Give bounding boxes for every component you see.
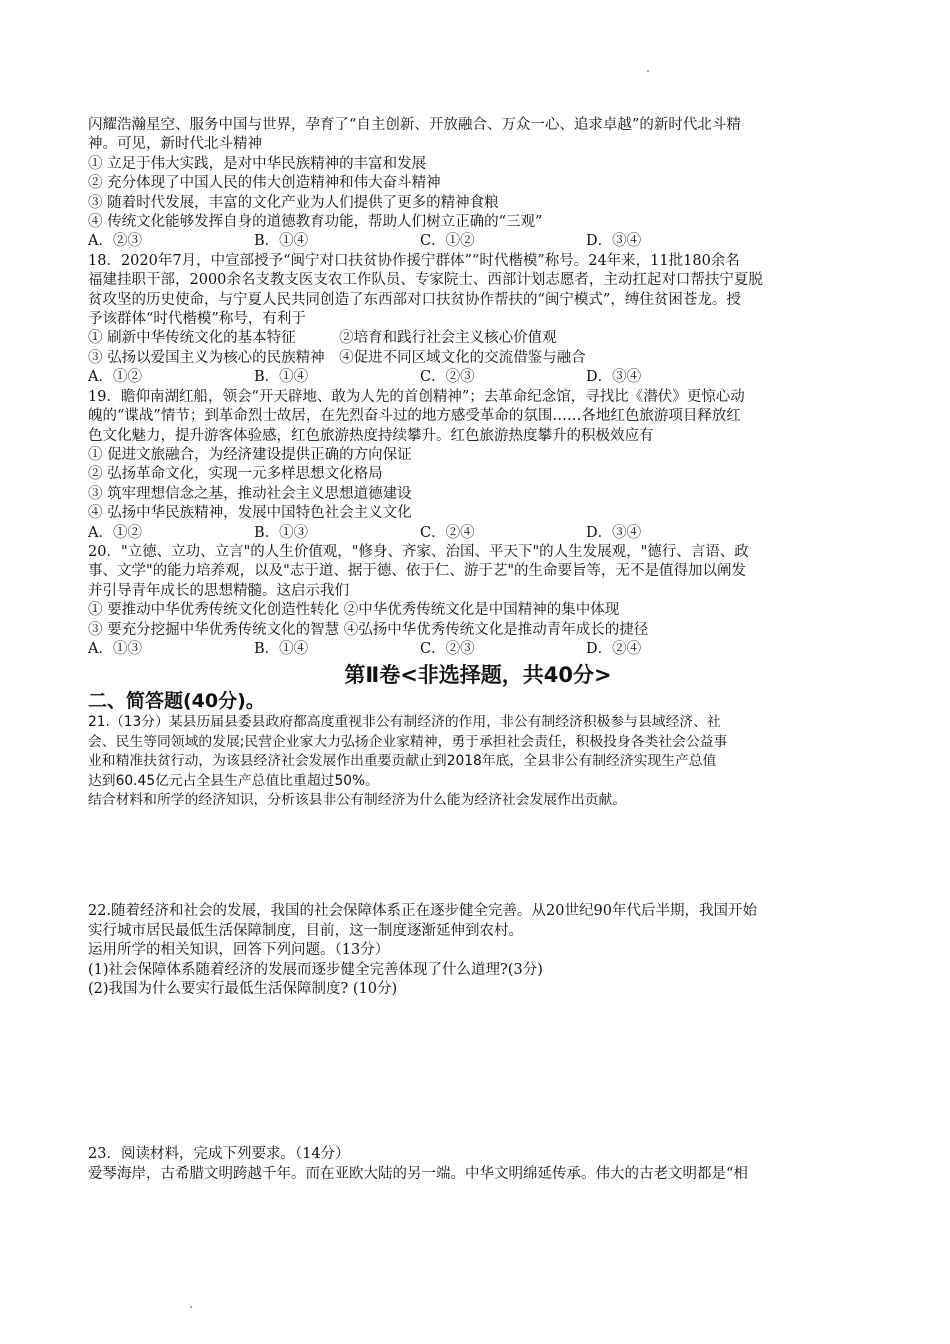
- question-prompt: 结合材料和所学的经济知识，分析该县非公有制经济为什么能为经济社会发展作出贡献。: [88, 792, 627, 808]
- question-text: 业和精准扶贫行动，为该县经济社会发展作出重要贡献止到2018年底，全县非公有制经济实现生产总值: [88, 753, 717, 770]
- statement: ③ 随着时代发展，丰富的文化产业为人们提供了更多的精神食粮: [88, 194, 499, 211]
- question-23: [88, 1145, 868, 1184]
- statement: ④ 传统文化能够发挥自身的道德教育功能，帮助人们树立正确的“三观”: [88, 214, 543, 231]
- answer-options: [88, 640, 868, 659]
- option-a: A．①②: [88, 524, 142, 541]
- question-text: 达到60.45亿元占全县生产总值比重超过50%。: [88, 772, 379, 789]
- statement: ① 刷新中华传统文化的基本特征 ②培育和践行社会主义核心价值观: [88, 330, 557, 347]
- answer-space: [88, 810, 868, 902]
- question-17-continued: [88, 116, 868, 252]
- question-22: [88, 902, 868, 999]
- question-text: 色文化魅力，提升游客体验感，红色旅游热度持续攀升。红色旅游热度攀升的积极效应有: [88, 427, 654, 444]
- option-c: C．②③: [420, 640, 475, 657]
- statement: ② 充分体现了中国人民的伟大创造精神和伟大奋斗精神: [88, 175, 441, 192]
- question-text: 闪耀浩瀚星空、服务中国与世界，孕育了“自主创新、开放融合、万众一心、追求卓越”的新时代北斗精: [88, 117, 741, 133]
- question-text: 贫攻坚的历史使命，与宁夏人民共同创造了东西部对口扶贫协作帮扶的“闽宁模式”，缚住贫困苍龙。授: [88, 291, 741, 308]
- question-text: 20．"立德、立功、立言"的人生价值观，"修身、齐家、治国、平天下"的人生发展观，"德行、言语、政: [88, 543, 749, 560]
- option-a: A．②③: [88, 233, 142, 250]
- question-20: [88, 543, 868, 659]
- question-text: 21.（13分）某县历届县委县政府都高度重视非公有制经济的作用，非公有制经济积极参与县域经济、社: [88, 714, 721, 731]
- question-text: 予该群体“时代楷模”称号，有利于: [88, 311, 306, 328]
- option-d: D．③④: [586, 524, 642, 541]
- question-text: 23．阅读材料，完成下列要求。（14分）: [88, 1146, 350, 1163]
- statement: ③ 弘扬以爱国主义为核心的民族精神 ④促进不同区域文化的交流借鉴与融合: [88, 349, 586, 366]
- question-18: [88, 252, 868, 388]
- question-19: [88, 388, 868, 543]
- statement: ④ 弘扬中华民族精神，发展中国特色社会主义文化: [88, 505, 412, 522]
- question-text: 19．瞻仰南湖红船，领会“开天辟地、敢为人先的首创精神”；去革命纪念馆，寻找比《潜伏》更惊心动: [88, 388, 745, 405]
- page-content: [88, 116, 868, 1184]
- answer-options: [88, 368, 868, 387]
- option-d: D．③④: [586, 233, 642, 250]
- statement: ③ 筑牢理想信念之基，推动社会主义思想道德建设: [88, 485, 412, 502]
- question-text: 福建挂职干部，2000余名支教支医支农工作队员、专家院士、西部计划志愿者，主动扛起对口帮扶宁夏脱: [88, 272, 763, 289]
- question-text: 神。可见，新时代北斗精神: [88, 136, 262, 153]
- option-c: C．①②: [420, 233, 475, 250]
- question-text: 并引导青年成长的思想精髓。这启示我们: [88, 582, 349, 599]
- option-b: B．①④: [254, 369, 309, 386]
- scan-dot: [647, 70, 649, 72]
- statement: ② 弘扬革命文化，实现一元多样思想文化格局: [88, 466, 383, 483]
- part-title: 二、简答题(40分)。: [88, 690, 265, 713]
- question-text: 运用所学的相关知识，回答下列问题。（13分）: [88, 942, 390, 959]
- statement: ① 要推动中华优秀传统文化创造性转化 ②中华优秀传统文化是中国精神的集中体现: [88, 602, 620, 619]
- answer-options: [88, 232, 868, 251]
- option-b: B．①③: [254, 524, 309, 541]
- answer-options: [88, 524, 868, 543]
- option-a: A．①③: [88, 640, 142, 657]
- answer-space: [88, 999, 868, 1145]
- question-text: 爱琴海岸，古希腊文明跨越千年。而在亚欧大陆的另一端。中华文明绵延传承。伟大的古老文明都是“相: [88, 1165, 748, 1182]
- statement: ① 立足于伟大实践，是对中华民族精神的丰富和发展: [88, 155, 427, 172]
- question-21: [88, 713, 868, 810]
- option-a: A．①②: [88, 369, 142, 386]
- question-text: 事、文学"的能力培养观，以及"志于道、据于德、依于仁、游于艺"的生命要旨等，无不是值得加以阐发: [88, 563, 747, 580]
- question-text: 魄的“谍战”情节；到革命烈士故居，在先烈奋斗过的地方感受革命的氛围……各地红色旅游项目释放红: [88, 408, 741, 425]
- option-d: D．②④: [586, 640, 642, 657]
- sub-question: (1)社会保障体系随着经济的发展而逐步健全完善体现了什么道理?(3分): [88, 961, 543, 978]
- question-text: 会、民生等同领域的发展;民营企业家大力弘扬企业家精神，勇于承担社会责任，积极投身各类社会公益事: [88, 733, 728, 750]
- sub-question: (2)我国为什么要实行最低生活保障制度? (10分): [88, 981, 398, 998]
- question-text: 22.随着经济和社会的发展，我国的社会保障体系正在逐步健全完善。从20世纪90年代后半期，我国开始: [88, 903, 757, 920]
- option-c: C．②④: [420, 524, 475, 541]
- statement: ③ 要充分挖掘中华优秀传统文化的智慧 ④弘扬中华优秀传统文化是推动青年成长的捷径: [88, 621, 649, 638]
- statement: ① 促进文旅融合，为经济建设提供正确的方向保证: [88, 446, 412, 463]
- option-c: C．②③: [420, 369, 475, 386]
- question-text: 18．2020年7月，中宣部授予“闽宁对口扶贫协作援宁群体”“时代楷模”称号。24年来，11批180余名: [88, 252, 740, 269]
- option-b: B．①④: [254, 640, 309, 657]
- option-d: D．③④: [586, 369, 642, 386]
- option-b: B．①④: [254, 233, 309, 250]
- scan-dot: [190, 1306, 192, 1308]
- question-text: 实行城市居民最低生活保障制度，目前，这一制度逐渐延伸到农村。: [88, 922, 523, 939]
- section-title: 第Ⅱ卷<非选择题，共40分>: [344, 663, 612, 688]
